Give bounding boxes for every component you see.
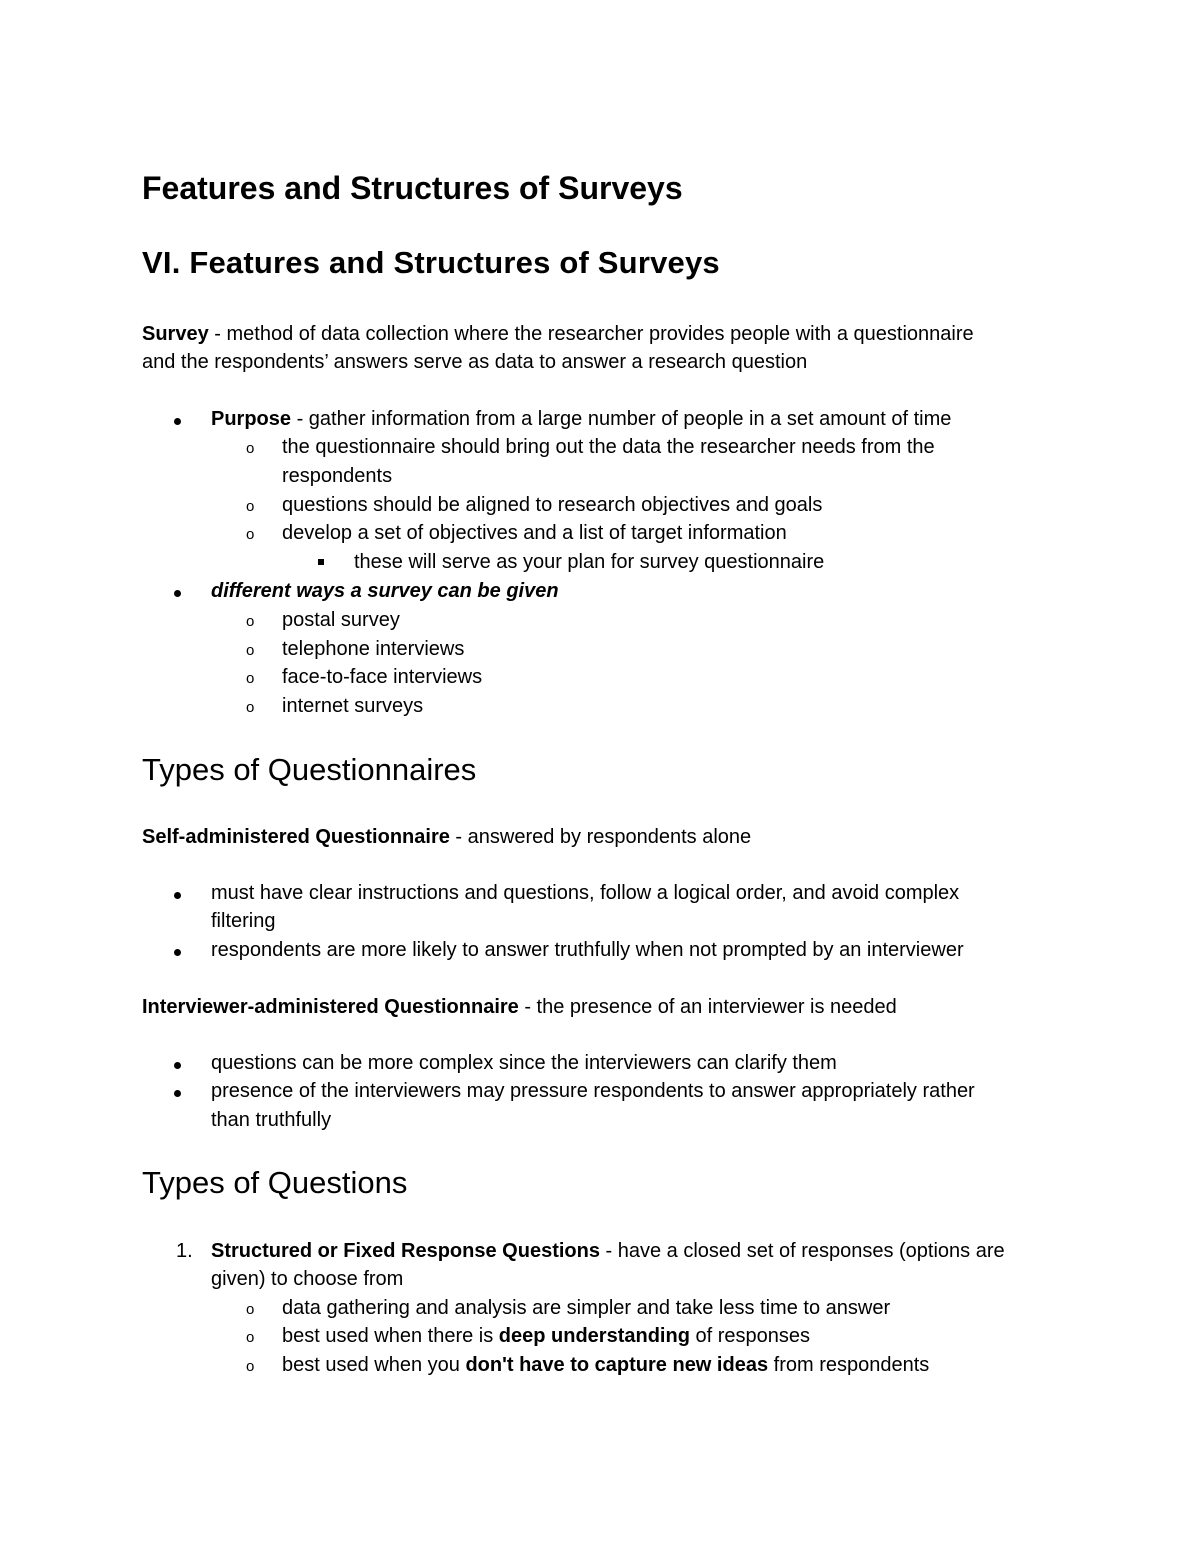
survey-term: Survey (142, 323, 209, 345)
self-administered-text: - answered by respondents alone (449, 826, 752, 848)
section-heading: VI. Features and Structures of Surveys (142, 245, 720, 280)
purpose-item (211, 407, 951, 431)
document-title: Features and Structures of Surveys (142, 170, 683, 206)
ways-item: internet surveys (282, 695, 424, 717)
questionnaires-heading: Types of Questionnaires (142, 752, 477, 787)
structured-questions-text: - have a closed set of responses (options are (599, 1240, 1005, 1262)
interviewer-bullet-1: questions can be more complex since the interviewers can clarify them (211, 1052, 837, 1074)
self-administered-definition (142, 825, 751, 849)
bullet-circle: o (246, 498, 255, 515)
interviewer-bullet-2-line-1: presence of the interviewers may pressure respondents to answer appropriately rather (211, 1080, 975, 1102)
ways-item: telephone interviews (282, 638, 465, 660)
bullet-circle: o (246, 1329, 255, 1346)
structured-sub-2 (282, 1324, 810, 1348)
structured-sub-3-post: from respondents (768, 1354, 930, 1376)
structured-questions-term: Structured or Fixed Response Questions (211, 1240, 600, 1262)
bullet-circle: o (246, 1301, 255, 1318)
structured-sub-2-pre: best used when there is (282, 1325, 499, 1347)
interviewer-administered-term: Interviewer-administered Questionnaire (142, 996, 519, 1018)
structured-sub-2-post: of responses (689, 1325, 810, 1347)
structured-sub-3-emphasis: don't have to capture new ideas (465, 1354, 769, 1376)
bullet-disc (174, 418, 181, 425)
bullet-circle: o (246, 670, 255, 687)
bullet-square (318, 559, 324, 565)
survey-definition-line-1 (142, 322, 974, 346)
bullet-circle: o (246, 440, 255, 457)
bullet-disc (174, 1090, 181, 1097)
bullet-circle: o (246, 526, 255, 543)
bullet-disc (174, 892, 181, 899)
bullet-disc (174, 949, 181, 956)
ways-heading: different ways a survey can be given (211, 580, 559, 602)
interviewer-administered-text: - the presence of an interviewer is needed (518, 996, 897, 1018)
structured-sub-2-emphasis: deep understanding (498, 1325, 690, 1347)
structured-sub-3 (282, 1353, 929, 1377)
bullet-circle: o (246, 699, 255, 716)
purpose-term: Purpose (211, 408, 292, 430)
survey-definition-text: - method of data collection where the researcher provides people with a questionnaire (208, 323, 974, 345)
self-bullet-2: respondents are more likely to answer truthfully when not prompted by an interviewer (211, 939, 964, 961)
questions-heading: Types of Questions (142, 1165, 408, 1200)
structured-sub-1: data gathering and analysis are simpler and take less time to answer (282, 1297, 891, 1319)
bullet-disc (174, 590, 181, 597)
structured-sub-3-pre: best used when you (282, 1354, 466, 1376)
purpose-sub-2: questions should be aligned to research objectives and goals (282, 494, 823, 516)
ways-item: face-to-face interviews (282, 666, 483, 688)
interviewer-administered-definition (142, 995, 897, 1019)
purpose-text: - gather information from a large number of people in a set amount of time (291, 408, 952, 430)
survey-definition-line-2: and the respondents’ answers serve as data to answer a research question (142, 351, 808, 373)
bullet-circle: o (246, 1358, 255, 1375)
purpose-sub-3: develop a set of objectives and a list of target information (282, 522, 787, 544)
ways-item: postal survey (282, 609, 400, 631)
list-number: 1. (176, 1240, 193, 1262)
bullet-disc (174, 1062, 181, 1069)
purpose-sub-1-line-1: the questionnaire should bring out the data the researcher needs from the (282, 436, 935, 458)
purpose-sub-1-line-2: respondents (282, 465, 393, 487)
purpose-sub-3-child: these will serve as your plan for survey questionnaire (354, 551, 825, 573)
self-bullet-1-line-1: must have clear instructions and questions, follow a logical order, and avoid complex (211, 882, 960, 904)
bullet-circle: o (246, 613, 255, 630)
structured-questions-line-1 (211, 1239, 1005, 1263)
bullet-circle: o (246, 642, 255, 659)
structured-questions-line-2: given) to choose from (211, 1268, 404, 1290)
self-administered-term: Self-administered Questionnaire (142, 826, 450, 848)
self-bullet-1-line-2: filtering (211, 910, 276, 932)
interviewer-bullet-2-line-2: than truthfully (211, 1109, 332, 1131)
